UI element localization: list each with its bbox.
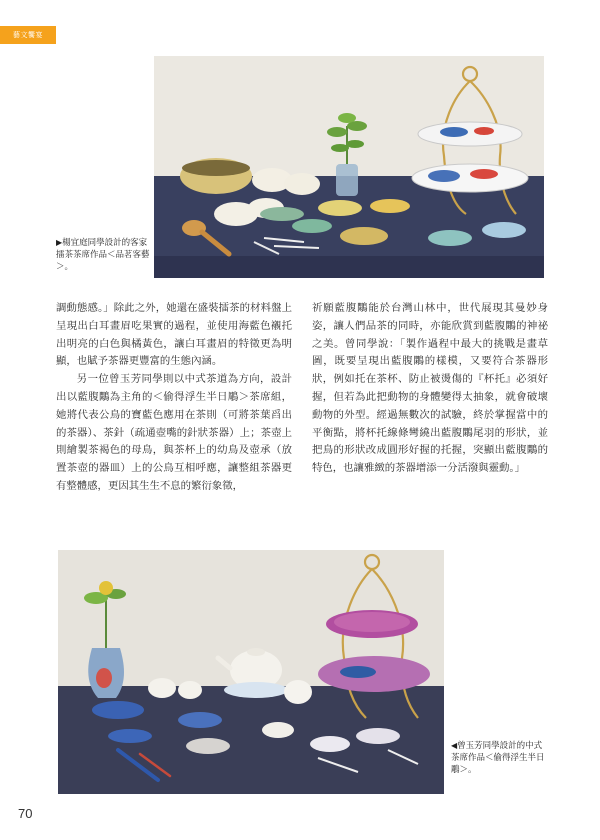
article-column-left <box>56 300 292 496</box>
caption-arrow-right-icon: ▶ <box>56 238 63 247</box>
caption-chinese-tea-set <box>451 740 549 776</box>
paragraph: 調動態感。」除此之外，她還在盛裝擂茶的材料盤上呈現出白耳畫眉吃果實的過程，並使用海藍色襯托出明亮的白色與橘黃色，讓白耳畫眉的特徵更為明顯，也賦予茶器更豐富的生態內涵。 <box>56 302 292 368</box>
paragraph: 祈願藍腹鷴能於台灣山林中，世代展現其曼妙身姿，讓人們品茶的同時，亦能欣賞到藍腹鷴的神祕之美。曾同學說：「製作過程中最大的挑戰是畫草圖，既要呈現出藍腹鷴的樣模，又要符合茶器形狀，例如托在茶杯、防止被燙傷的『杯托』必須好握，但若為此把動物的身體變得太抽象，就會破壞動物的外型。經過無數次的試驗，終於掌握當中的平衡點，將杯托線條彎繞出藍腹鷴尾羽的形狀，並把鳥的形狀改成圓形好握的托握，突顯出藍腹鷴的特色，也讓雅緻的茶器增添一分活潑與靈動。」 <box>312 302 548 475</box>
section-label: 藝文饗宴 <box>0 26 56 44</box>
photo-chinese-tea-set <box>58 550 444 794</box>
article-column-right <box>312 300 548 478</box>
caption-text: 曾玉芳同學設計的中式茶席作品＜偷得浮生半日鵰＞。 <box>451 741 545 775</box>
caption-hakka-tea-set <box>56 237 150 273</box>
paragraph: 另一位曾玉芳同學則以中式茶道為方向，設計出以藍腹鷴為主角的＜偷得浮生半日鵰＞茶席組，她將代表公鳥的寶藍色應用在茶則（可將茶葉舀出的茶器）、茶針（疏通壺嘴的針狀茶器）上；茶壺上則繪製茶褐色的母鳥，與茶杯上的幼鳥及壺承（放置茶壺的器皿）上的公鳥互相呼應，讓整組茶器更有整體感，更因其生生不息的繁衍象徵， <box>56 373 292 492</box>
photo-hakka-tea-set <box>154 56 544 278</box>
page-number: 70 <box>18 806 33 821</box>
caption-arrow-left-icon: ◀ <box>451 741 458 750</box>
caption-text: 楊宜庭同學設計的客家擂茶茶席作品＜品茗客藝＞。 <box>56 238 150 272</box>
